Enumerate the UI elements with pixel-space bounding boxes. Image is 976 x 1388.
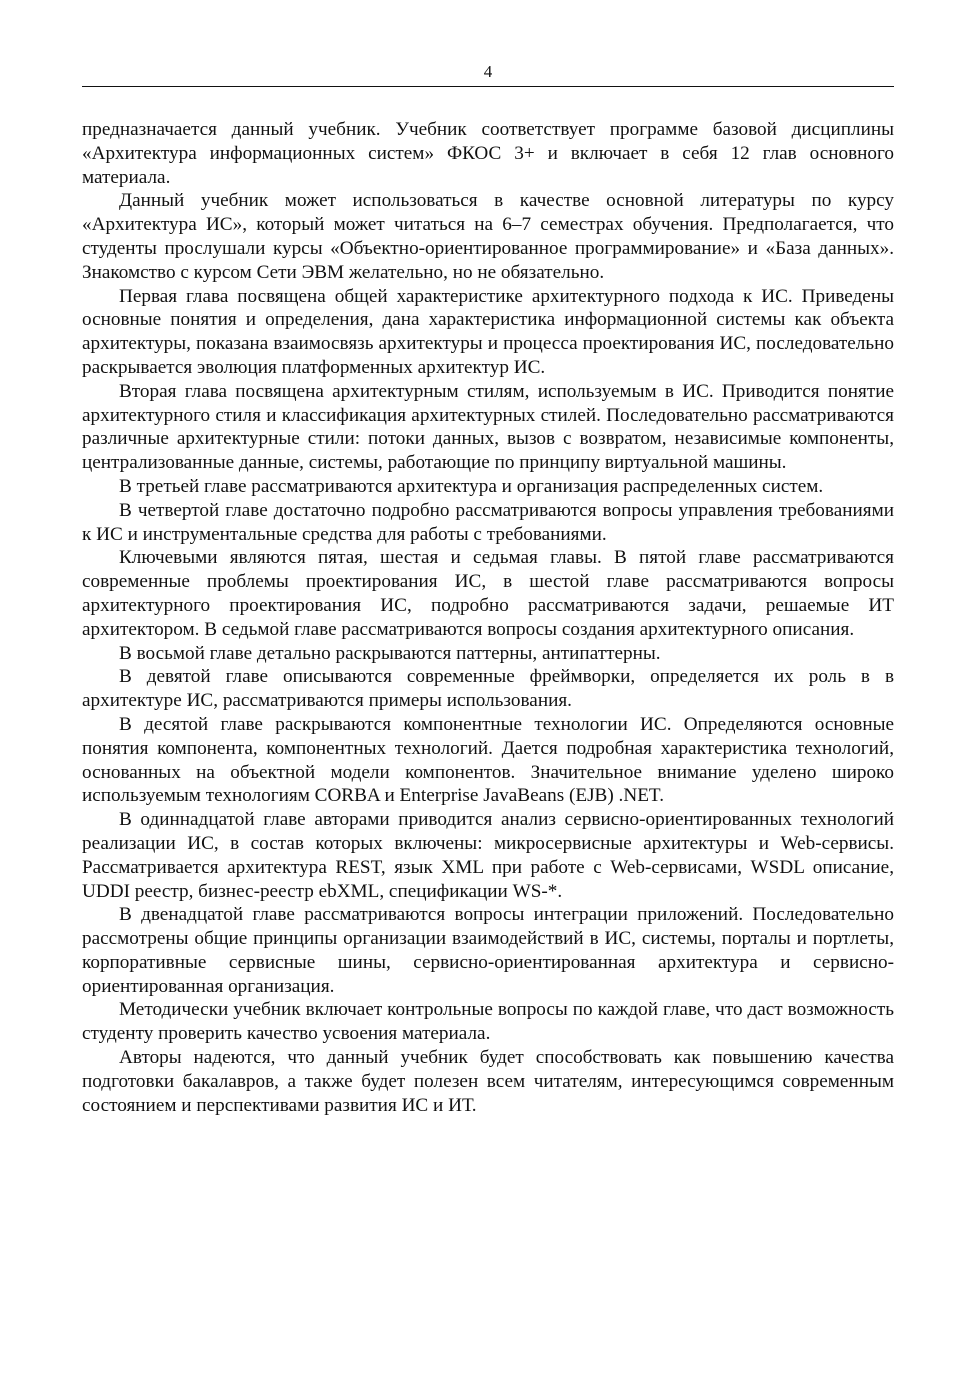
paragraph: В одиннадцатой главе авторами приводится анализ сервисно-ориентированных технологий реализации ИС, в состав которых включены: микросервисные архитектуры и Web-сервисы. Рассматривается архитектура REST, язык XML при работе с Web-сервисами, WSDL описание, UDDI реестр, бизнес-реестр ebXML, спецификации WS-*. — [82, 809, 894, 902]
paragraph: В двенадцатой главе рассматриваются вопросы интеграции приложений. Последовательно рассмотрены общие принципы организации взаимодействий в ИС, системы, порталы и портлеты, корпоративные сервисные шины, сервисно-ориентированная архитектура и сервисно-ориентированная организация. — [82, 904, 894, 997]
paragraph: Авторы надеются, что данный учебник будет способствовать как повышению качества подготовки бакалавров, а также будет полезен всем читателям, интересующимся современным состоянием и перспективами развития ИС и ИТ. — [82, 1047, 894, 1116]
body-text — [82, 118, 894, 1117]
paragraph: В десятой главе раскрываются компонентные технологии ИС. Определяются основные понятия компонента, компонентных технологий. Дается подробная характеристика технологий, основанных на объектной модели компонентов. Значительное внимание уделено широко используемым технологиям CORBA и Enterprise JavaBeans (EJB) .NET. — [82, 713, 894, 807]
header-rule — [82, 86, 894, 87]
paragraph: В восьмой главе детально раскрываются паттерны, антипаттерны. — [119, 642, 661, 664]
page-number: 4 — [483, 62, 493, 81]
paragraph: В третьей главе рассматриваются архитектура и организация распределенных систем. — [119, 475, 824, 497]
paragraph: Данный учебник может использоваться в качестве основной литературы по курсу «Архитектура ИС», который может читаться на 6–7 семестрах обучения. Предполагается, что студенты прослушали курсы «Объектно-ориентированное программирование» и «База данных». Знакомство с курсом Сети ЭВМ желательно, но не обязательно. — [82, 190, 894, 283]
paragraph: Первая глава посвящена общей характеристике архитектурного подхода к ИС. Приведены основные понятия и определения, дана характеристика информационной системы как объекта архитектуры, показана взаимосвязь архитектуры и процесса проектирования ИС, последовательно раскрывается эволюция платформенных архитектур ИС. — [82, 285, 894, 378]
paragraph: В девятой главе описываются современные фреймворки, определяется их роль в в архитектуре ИС, рассматриваются примеры использования. — [82, 666, 894, 712]
paragraph: Методически учебник включает контрольные вопросы по каждой главе, что даст возможность студенту проверить качество усвоения материала. — [82, 999, 894, 1045]
paragraph: Вторая глава посвящена архитектурным стилям, используемым в ИС. Приводится понятие архитектурного стиля и классификация архитектурных стилей. Последовательно рассматриваются различные архитектурные стили: потоки данных, вызов с возвратом, независимые компоненты, централизованные данные, системы, работающие по принципу виртуальной машины. — [82, 380, 894, 474]
paragraph: В четвертой главе достаточно подробно рассматриваются вопросы управления требованиями к ИС и инструментальные средства для работы с требованиями. — [82, 499, 894, 545]
paragraph: Ключевыми являются пятая, шестая и седьмая главы. В пятой главе рассматриваются современные проблемы проектирования ИС, в шестой главе рассматриваются вопросы архитектурного проектирования ИС, подробно рассматриваются задачи, решаемые ИТ архитектором. В седьмой главе рассматриваются вопросы создания архитектурного описания. — [82, 547, 894, 640]
paragraph: предназначается данный учебник. Учебник соответствует программе базовой дисциплины «Архитектура информационных систем» ФКОС 3+ и включает в себя 12 глав основного материала. — [82, 119, 894, 188]
